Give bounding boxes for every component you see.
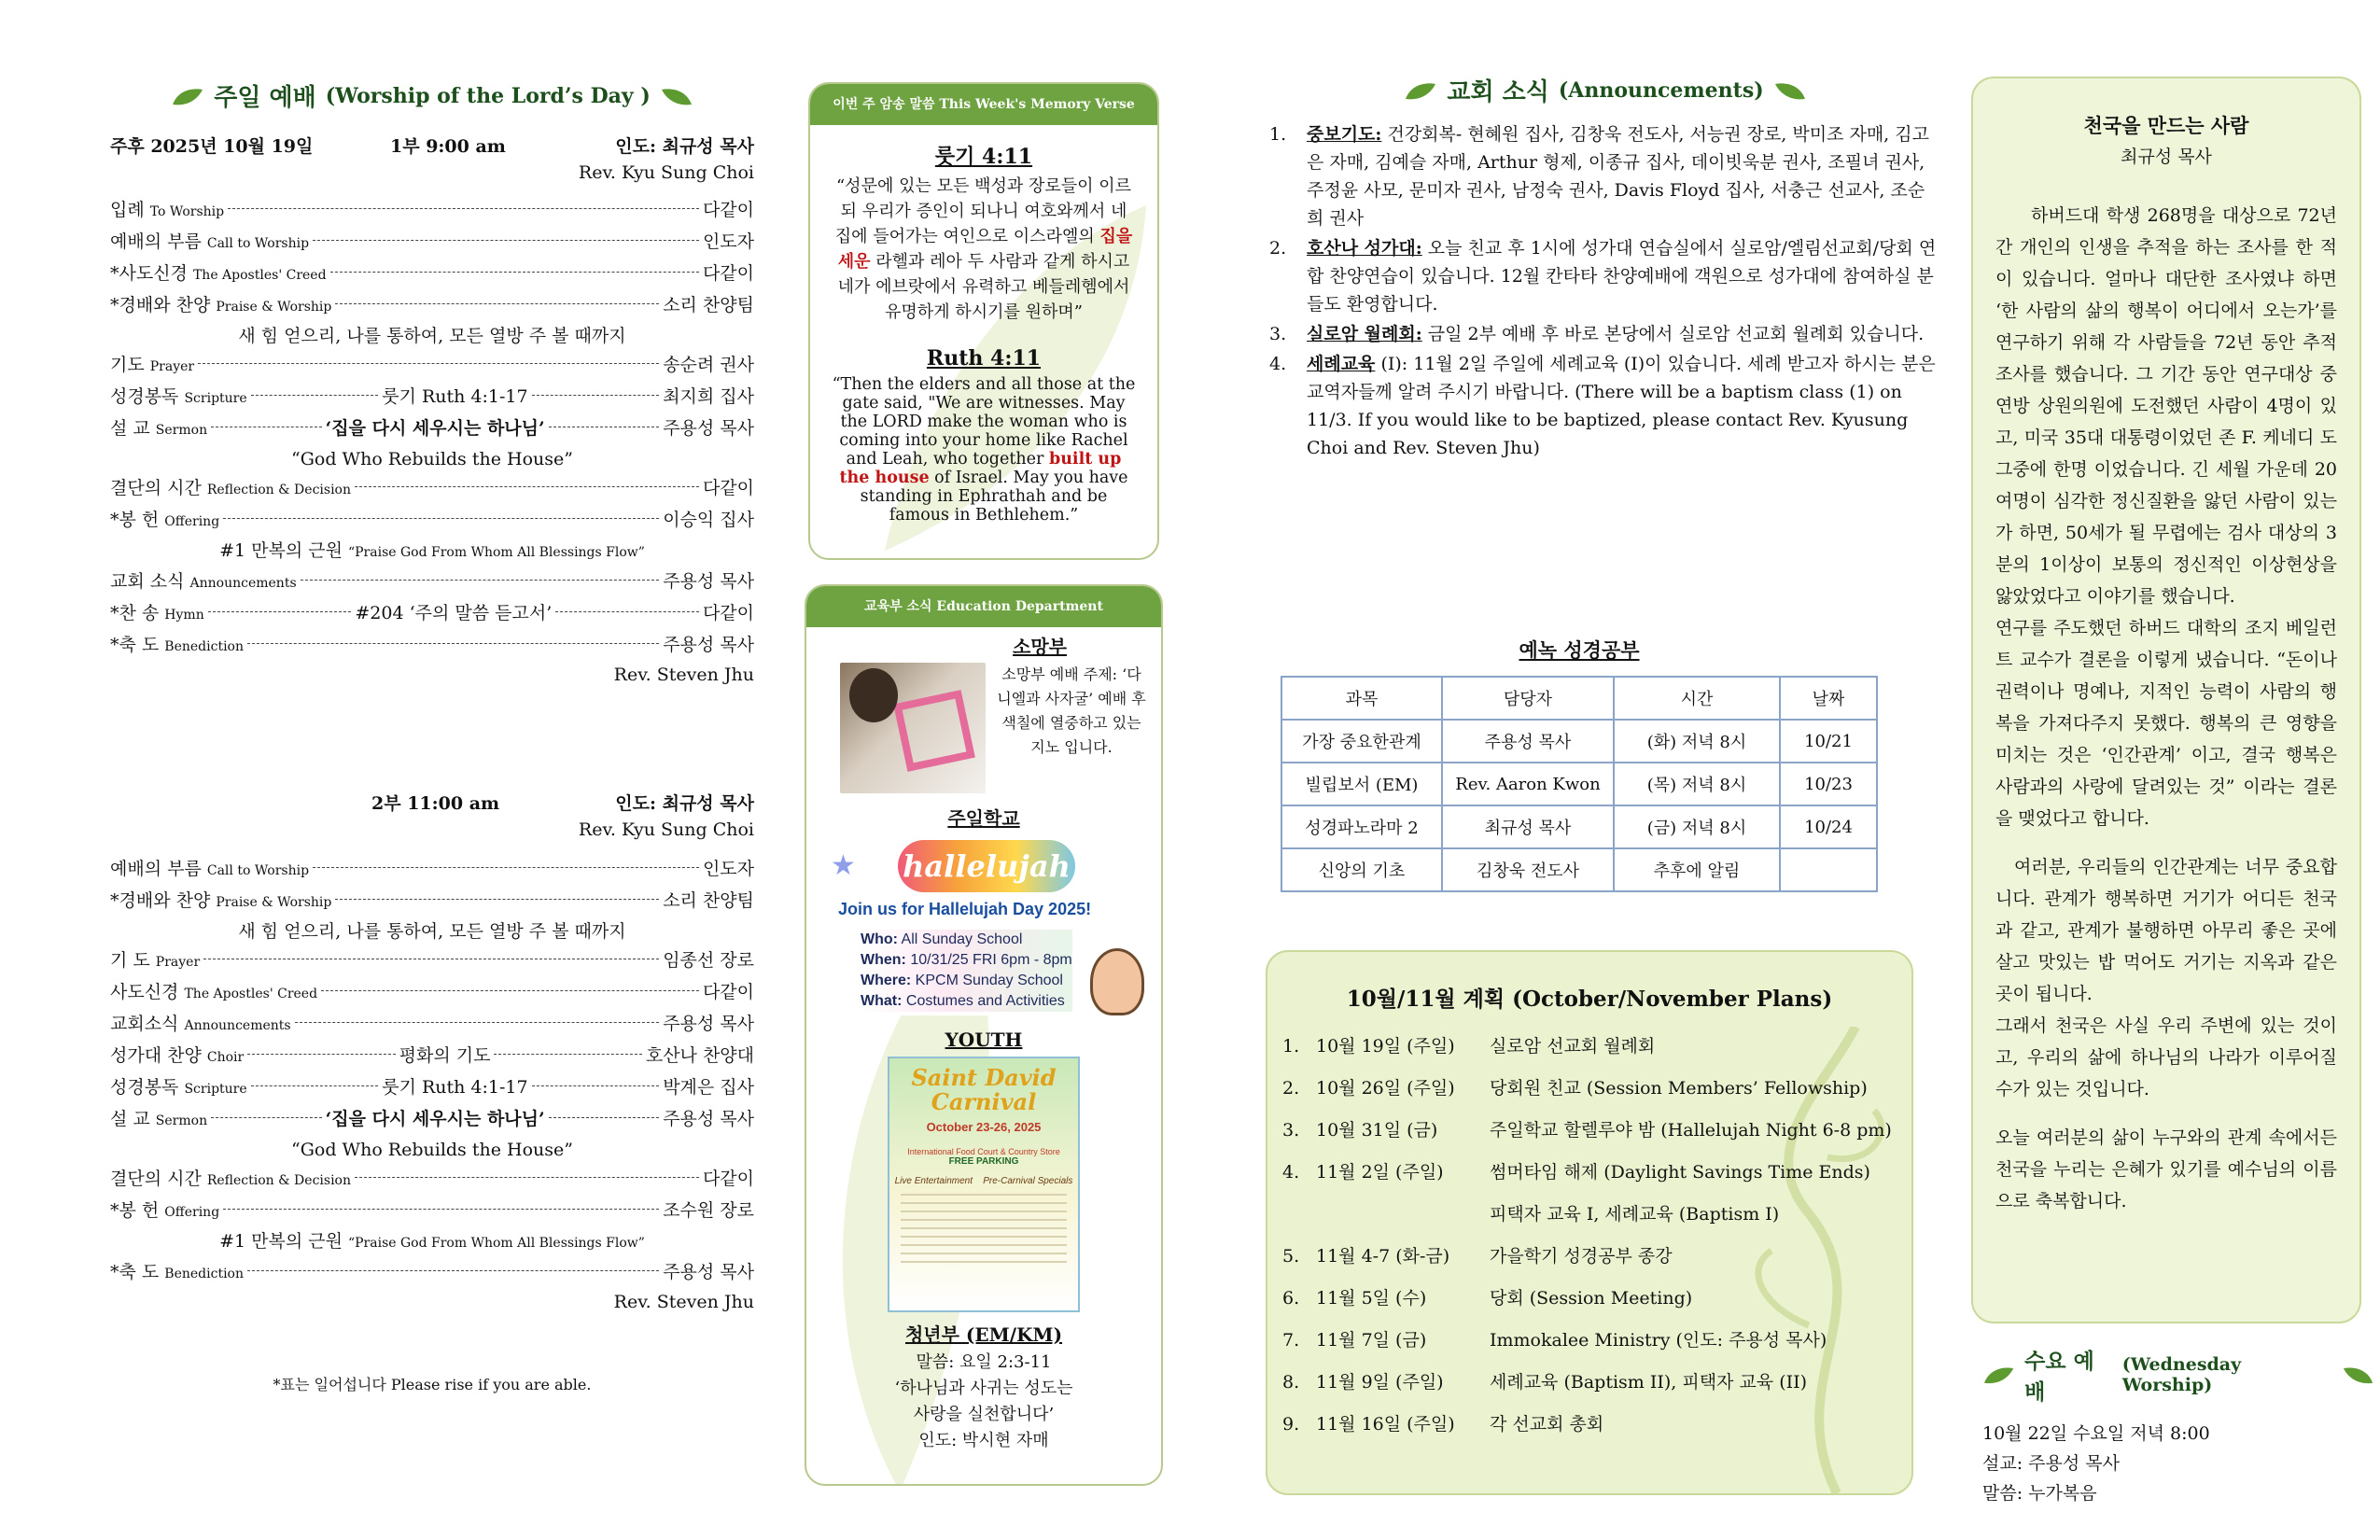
plan-date: 10월 31일 (금) bbox=[1316, 1120, 1438, 1141]
dash-leader bbox=[313, 240, 699, 241]
sunday-school-title: 주일학교 bbox=[947, 807, 1020, 830]
table-row bbox=[1281, 848, 1877, 891]
dash-leader bbox=[247, 643, 659, 644]
education-header: 교육부 소식 Education Department bbox=[806, 586, 1161, 627]
dash-leader bbox=[251, 395, 379, 396]
order-person: 주용성 목사 bbox=[663, 571, 754, 592]
order-label: 성가대 찬양 Choir bbox=[110, 1045, 245, 1066]
wednesday-time: 10월 22일 수요일 저녁 8:00 bbox=[1982, 1423, 2210, 1444]
plan-date: 11월 5일 (수) bbox=[1316, 1288, 1427, 1309]
dash-leader bbox=[247, 1054, 395, 1055]
essay-paragraph-1: 하버드대 학생 268명을 대상으로 72년간 개인의 인생을 추적을 하는 조사를 한 적이 있습니다. 얼마나 대단한 조사였냐 하면 ‘한 사람의 삶의 행복이 어디에서 오는가’를 연구하기 위해 각 사람들을 72년 동안 추적 조사를 했습니다. 그 기간 동안 연구대상 중 연방 상원의원에 도전했던 사람이 4명이 있고, 미국 35대 대통령이었던 존 F. 케네디 도 그중에 한명 이었습니다. 긴 세월 가운데 20 여명이 심각한 정신질환을 앓던 사람이 있는가 하면, 50세가 될 무렵에는 검사 대상의 3분의 1이상이 보통의 정신적인 이상현상을 앓았었다고 이야기를 했습니다. bbox=[1995, 205, 2337, 607]
plan-text: 가을학기 성경공부 종강 bbox=[1490, 1246, 1673, 1267]
table-header-cell: 날짜 bbox=[1780, 677, 1877, 720]
plan-item bbox=[1282, 1362, 1911, 1404]
table-cell: 김창욱 전도사 bbox=[1442, 848, 1614, 891]
second-service-order bbox=[110, 854, 754, 1315]
order-person: 주용성 목사 bbox=[663, 635, 754, 655]
leaf-icon bbox=[171, 86, 204, 106]
table-cell: 주용성 목사 bbox=[1442, 720, 1614, 763]
order-label: *봉 헌 Offering bbox=[110, 1200, 220, 1221]
announcement-text: 호산나 성가대: 오늘 친교 후 1시에 성가대 연습실에서 실로암/엘림선교회/당회 연합 찬양연습이 있습니다. 12월 칸타타 찬양예배에 객원으로 성가대에 참여하실 분들도 환영합니다. bbox=[1307, 238, 1937, 315]
order-row bbox=[110, 886, 754, 917]
order-person: 조수원 장로 bbox=[663, 1200, 754, 1221]
announcement-text: 세례교육 (I): 11월 2일 주일에 세례교육 (I)이 있습니다. 세례 받고자 하시는 분은 교역자들께 알려 주시기 바랍니다. (There will be a baptism class (1) on 11/3. If you would like to be baptized, please contact Rev. Kyusung Choi and Rev. Steven Jhu) bbox=[1307, 354, 1936, 458]
order-person: 인도자 bbox=[702, 231, 754, 252]
plan-text: 썸머타임 해제 (Daylight Savings Time Ends) bbox=[1490, 1162, 1870, 1183]
memory-verse-ko: “성문에 있는 모든 백성과 장로들이 이르되 우리가 증인이 되나니 여호와께서 네 집에 들어가는 여인으로 이스라엘의 집을 세운 라헬과 레아 두 사람과 같게 하시고 네가 에브랏에서 유력하고 베들레헴에서 유명하게 하시기를 원하며” bbox=[834, 176, 1133, 322]
essay-paragraph-3: 여러분, 우리들의 인간관계는 너무 중요합니다. 관계가 행복하면 거기가 어디든 천국과 같고, 관계가 불행하면 아무리 좋은 곳에 살고 맛있는 밥 먹어도 거기는 지옥과 같은 곳이 됩니다. bbox=[1995, 857, 2337, 1004]
sermon-title-en: “God Who Rebuilds the House” bbox=[291, 449, 573, 469]
bible-study-table bbox=[1281, 676, 1878, 892]
plan-item bbox=[1282, 1152, 1911, 1194]
second-service-header bbox=[110, 791, 754, 817]
worship-date: 주후 2025년 10월 19일 bbox=[110, 136, 314, 157]
table-cell: (화) 저녁 8시 bbox=[1614, 720, 1780, 763]
order-label: 입례 To Worship bbox=[110, 200, 225, 220]
order-detail: ‘집을 다시 세우시는 하나님’ bbox=[325, 418, 545, 439]
memory-verse-en: “Then the elders and all those at the gate said, "We are witnesses. May the LORD make the woman who is coming into your home like Rachel and Leah, who together built up the house of Israel. May you have standing in Ephrathah and be famous in Bethlehem.” bbox=[832, 375, 1136, 525]
plan-date: 11월 9일 (주일) bbox=[1316, 1372, 1444, 1393]
plans-box bbox=[1266, 950, 1913, 1495]
announcement-text: 중보기도: 건강회복- 현혜원 집사, 김창욱 전도사, 서능권 장로, 박미조 자매, 김고은 자매, 김예슬 자매, Arthur 형제, 이종규 집사, 데이빗욱분 권사, 조필녀 권사, 주정윤 사모, 문미자 권사, 남정숙 권사, Davis Floyd 집사, 서충근 선교사, 조순희 권사 bbox=[1307, 124, 1929, 229]
order-person: 다같이 bbox=[702, 263, 754, 284]
poster-food: International Food Court & Country Store bbox=[907, 1147, 1060, 1156]
announcement-text: 실로암 월례회: 금일 2부 예배 후 바로 본당에서 실로암 선교회 월례회 있습니다. bbox=[1307, 324, 1925, 344]
youth-title: YOUTH bbox=[945, 1029, 1023, 1051]
poster-live: Live Entertainment bbox=[894, 1176, 973, 1186]
order-person: 다같이 bbox=[702, 1169, 754, 1189]
plan-number: 6. bbox=[1282, 1288, 1300, 1309]
table-cell: (목) 저녁 8시 bbox=[1614, 763, 1780, 805]
plan-item bbox=[1282, 1068, 1911, 1110]
first-service-leader-en: Rev. Kyu Sung Choi bbox=[578, 162, 754, 183]
announcement-list bbox=[1269, 120, 1941, 462]
doxology: #1 만복의 근원 “Praise God From Whom All Blessings Flow” bbox=[219, 1231, 645, 1252]
order-row bbox=[110, 413, 754, 445]
dash-leader bbox=[313, 867, 699, 868]
table-row bbox=[1281, 763, 1877, 805]
plan-number: 4. bbox=[1282, 1162, 1300, 1183]
bible-study-title: 예녹 성경공부 bbox=[1519, 638, 1640, 662]
plan-text: 세례교육 (Baptism II), 피택자 교육 (II) bbox=[1490, 1372, 1808, 1393]
order-label: *경배와 찬양 Praise & Worship bbox=[110, 295, 332, 315]
dash-leader bbox=[494, 1054, 641, 1055]
order-row bbox=[110, 259, 754, 290]
essay-paragraph-4: 그래서 천국은 사실 우리 주변에 있는 것이고, 우리의 삶에 하나님의 나라가 이루어질 수가 있는 것입니다. bbox=[1995, 1015, 2337, 1099]
dash-leader bbox=[301, 580, 660, 581]
table-cell: 10/21 bbox=[1780, 720, 1877, 763]
young-adult-title: 청년부 (EM/KM) bbox=[904, 1323, 1063, 1346]
first-service-leader: 인도: 최규성 목사 bbox=[615, 136, 754, 157]
poster-parking: FREE PARKING bbox=[948, 1156, 1019, 1167]
memory-verse-header: 이번 주 암송 말씀 This Week's Memory Verse bbox=[810, 84, 1157, 125]
announcement-item bbox=[1269, 234, 1941, 318]
order-row bbox=[110, 630, 754, 662]
order-row bbox=[110, 290, 754, 322]
dash-leader bbox=[532, 395, 660, 396]
order-detail: 룻기 Ruth 4:1-17 bbox=[382, 386, 528, 407]
plan-item bbox=[1282, 1026, 1911, 1068]
announcement-number: 4. bbox=[1269, 354, 1287, 374]
wednesday-scripture: 말씀: 누가복음 bbox=[1982, 1483, 2097, 1504]
benediction-en: Rev. Steven Jhu bbox=[613, 1292, 754, 1312]
announcement-item bbox=[1269, 120, 1941, 232]
order-person: 박계은 집사 bbox=[663, 1077, 755, 1098]
order-row bbox=[110, 227, 754, 259]
plan-number bbox=[1282, 1194, 1316, 1236]
table-header-cell: 시간 bbox=[1614, 677, 1780, 720]
bible-study-section bbox=[1281, 635, 1878, 892]
benediction-en: Rev. Steven Jhu bbox=[613, 665, 754, 685]
cartoon-icon bbox=[1090, 948, 1144, 1015]
plan-number: 5. bbox=[1282, 1246, 1300, 1267]
table-cell: 신앙의 기초 bbox=[1281, 848, 1442, 891]
dash-leader bbox=[295, 1022, 660, 1023]
order-label: *축 도 Benediction bbox=[110, 1262, 245, 1282]
essay-author: 최규성 목사 bbox=[2121, 147, 2212, 167]
table-header-cell: 과목 bbox=[1281, 677, 1442, 720]
order-person: 주용성 목사 bbox=[663, 418, 754, 439]
dash-leader bbox=[211, 1117, 322, 1118]
flyer-details: Who: All Sunday School When: 10/31/25 FRI 6pm - 8pm Where: KPCM Sunday School What: Costumes and Activities bbox=[861, 930, 1072, 1012]
dash-leader bbox=[335, 303, 659, 304]
somang-title: 소망부 bbox=[1013, 636, 1067, 658]
order-label: 기 도 Prayer bbox=[110, 950, 201, 971]
first-service-order bbox=[110, 195, 754, 688]
poster-title: Saint David Carnival bbox=[911, 1064, 1057, 1115]
order-label: 설 교 Sermon bbox=[110, 1109, 208, 1129]
flyer-title: hallelujah bbox=[898, 840, 1075, 892]
order-label: *경배와 찬양 Praise & Worship bbox=[110, 890, 332, 911]
order-label: *축 도 Benediction bbox=[110, 635, 245, 655]
announcements-title: 교회 소식 (Announcements) bbox=[1269, 73, 1941, 107]
plan-date: 10월 26일 (주일) bbox=[1316, 1078, 1455, 1099]
table-cell: 성경파노라마 2 bbox=[1281, 805, 1442, 848]
dash-leader bbox=[549, 1117, 660, 1118]
order-label: 성경봉독 Scripture bbox=[110, 1077, 247, 1098]
order-label: 결단의 시간 Reflection & Decision bbox=[110, 1169, 351, 1189]
praise-songs: 새 힘 얻으리, 나를 통하여, 모든 열방 주 볼 때까지 bbox=[238, 326, 626, 346]
somang-text: 소망부 예배 주제: ‘다니엘과 사자굴’ 예배 후 색칠에 열중하고 있는 지노 입니다. bbox=[997, 665, 1146, 756]
order-label: 결단의 시간 Reflection & Decision bbox=[110, 478, 351, 498]
order-label: 교회 소식 Announcements bbox=[110, 571, 297, 592]
poster-pre: Pre-Carnival Specials bbox=[983, 1176, 1073, 1186]
plan-item bbox=[1282, 1320, 1911, 1362]
order-row bbox=[110, 598, 754, 630]
order-label: 예배의 부름 Call to Worship bbox=[110, 859, 310, 879]
order-person: 인도자 bbox=[702, 859, 754, 879]
education-box bbox=[805, 584, 1163, 1486]
order-label: *찬 송 Hymn bbox=[110, 603, 204, 623]
dash-leader bbox=[223, 518, 659, 519]
dash-leader bbox=[330, 272, 699, 273]
plan-date: 11월 7일 (금) bbox=[1316, 1330, 1427, 1351]
dash-leader bbox=[223, 1209, 659, 1210]
dash-leader bbox=[335, 899, 659, 900]
leaf-icon bbox=[1773, 80, 1807, 101]
poster-date: October 23-26, 2025 bbox=[926, 1120, 1042, 1134]
flyer-join: Join us for Hallelujah Day 2025! bbox=[838, 900, 1092, 918]
plan-text: 실로암 선교회 월례회 bbox=[1490, 1036, 1656, 1057]
plan-item bbox=[1282, 1110, 1911, 1152]
order-row bbox=[110, 945, 754, 977]
plan-text: 각 선교회 총회 bbox=[1490, 1414, 1604, 1435]
plan-item bbox=[1282, 1236, 1911, 1278]
table-cell: (금) 저녁 8시 bbox=[1614, 805, 1780, 848]
table-header-cell: 담당자 bbox=[1442, 677, 1614, 720]
order-row bbox=[110, 382, 754, 413]
dash-leader bbox=[198, 363, 659, 364]
announcement-item bbox=[1269, 320, 1941, 348]
plan-date: 11월 16일 (주일) bbox=[1316, 1414, 1455, 1435]
memory-ref-en: Ruth 4:11 bbox=[926, 346, 1042, 371]
table-cell: 10/23 bbox=[1780, 763, 1877, 805]
plan-number: 7. bbox=[1282, 1330, 1300, 1351]
memory-ref-ko: 룻기 4:11 bbox=[934, 145, 1033, 169]
essay-box bbox=[1971, 77, 2361, 1323]
dash-leader bbox=[532, 1085, 660, 1086]
table-cell bbox=[1780, 848, 1877, 891]
plan-date: 11월 2일 (주일) bbox=[1316, 1162, 1444, 1183]
table-cell: 가장 중요한관계 bbox=[1281, 720, 1442, 763]
order-label: 설 교 Sermon bbox=[110, 418, 208, 439]
plans-title: 10월/11월 계획 (October/November Plans) bbox=[1346, 987, 1833, 1012]
table-row bbox=[1281, 720, 1877, 763]
table-cell: 최규성 목사 bbox=[1442, 805, 1614, 848]
order-label: 기도 Prayer bbox=[110, 355, 195, 375]
order-label: 예배의 부름 Call to Worship bbox=[110, 231, 310, 252]
table-cell: 10/24 bbox=[1780, 805, 1877, 848]
announcement-number: 3. bbox=[1269, 324, 1287, 344]
essay-paragraph-2: 연구를 주도했던 하버드 대학의 조지 베일런트 교수가 결론을 이렇게 냈습니다. “돈이나 권력이나 명예나, 지적인 능력이 사람의 행복을 가져다주지 못했다. 행복의 큰 영향을 미치는 것은 ‘인간관계’ 이고, 결국 행복은 사람과의 사랑에 달려있는 것” 이라는 결론을 맺었다고 합니다. bbox=[1995, 618, 2337, 829]
dash-leader bbox=[355, 1177, 699, 1178]
plan-date: 11월 4-7 (화-금) bbox=[1316, 1246, 1450, 1267]
plan-number: 2. bbox=[1282, 1078, 1300, 1099]
memory-verse-box bbox=[808, 82, 1159, 560]
essay-paragraph-5: 오늘 여러분의 삶이 누구와의 관계 속에서든 천국을 누리는 은혜가 있기를 예수님의 이름으로 축복합니다. bbox=[1995, 1127, 2337, 1211]
table-cell: 추후에 알림 bbox=[1614, 848, 1780, 891]
order-row bbox=[110, 1009, 754, 1041]
dash-leader bbox=[251, 1085, 379, 1086]
young-adult-text: 말씀: 요일 2:3-11 ‘하나님과 사귀는 성도는 사랑을 실천합니다’ 인도: 박시현 자매 bbox=[894, 1352, 1073, 1450]
wednesday-section bbox=[1982, 1344, 2374, 1508]
wednesday-preacher: 설교: 주용성 목사 bbox=[1982, 1453, 2120, 1474]
order-row bbox=[110, 567, 754, 598]
essay-title: 천국을 만드는 사람 bbox=[2083, 114, 2249, 137]
plan-number: 9. bbox=[1282, 1414, 1300, 1435]
order-detail: 평화의 기도 bbox=[399, 1045, 491, 1066]
order-row bbox=[110, 505, 754, 537]
order-row bbox=[110, 1164, 754, 1196]
first-service-time: 1부 9:00 am bbox=[390, 136, 506, 157]
plan-date: 10월 19일 (주일) bbox=[1316, 1036, 1455, 1057]
order-person: 송순려 권사 bbox=[663, 355, 754, 375]
order-row bbox=[110, 977, 754, 1009]
order-person: 이승익 집사 bbox=[663, 510, 754, 530]
dash-leader bbox=[208, 611, 352, 612]
leaf-icon bbox=[1404, 80, 1437, 101]
order-row bbox=[110, 1104, 754, 1136]
table-cell: Rev. Aaron Kwon bbox=[1442, 763, 1614, 805]
second-service-leader-en: Rev. Kyu Sung Choi bbox=[578, 819, 754, 840]
plan-number: 8. bbox=[1282, 1372, 1300, 1393]
order-row bbox=[110, 1041, 754, 1072]
order-person: 소리 찬양팀 bbox=[663, 295, 754, 315]
plan-item bbox=[1282, 1404, 1911, 1446]
leaf-icon bbox=[1982, 1365, 2015, 1385]
order-row bbox=[110, 473, 754, 505]
plan-text: 주일학교 할렐루야 밤 (Hallelujah Night 6-8 pm) bbox=[1490, 1120, 1892, 1141]
order-detail: ‘집을 다시 세우시는 하나님’ bbox=[325, 1109, 545, 1129]
order-person: 다같이 bbox=[702, 982, 754, 1002]
worship-column bbox=[110, 0, 754, 1399]
doxology: #1 만복의 근원 “Praise God From Whom All Blessings Flow” bbox=[219, 540, 645, 561]
dash-leader bbox=[247, 1270, 659, 1271]
order-label: 성경봉독 Scripture bbox=[110, 386, 247, 407]
worship-title: 주일 예배 (Worship of the Lord’s Day ) bbox=[110, 78, 754, 113]
second-service-time: 2부 11:00 am bbox=[371, 793, 500, 814]
order-label: 교회소식 Announcements bbox=[110, 1014, 291, 1034]
order-person: 임종선 장로 bbox=[663, 950, 754, 971]
plan-item bbox=[1282, 1194, 1911, 1236]
plan-number: 3. bbox=[1282, 1120, 1300, 1141]
plan-text: 피택자 교육 I, 세례교육 (Baptism I) bbox=[1490, 1204, 1780, 1225]
order-row bbox=[110, 350, 754, 382]
announcement-number: 1. bbox=[1269, 124, 1287, 145]
dash-leader bbox=[555, 611, 699, 612]
praise-songs: 새 힘 얻으리, 나를 통하여, 모든 열방 주 볼 때까지 bbox=[238, 921, 626, 942]
hallelujah-flyer bbox=[819, 838, 1148, 1015]
order-person: 소리 찬양팀 bbox=[663, 890, 754, 911]
plan-number: 1. bbox=[1282, 1036, 1300, 1057]
somang-photo bbox=[840, 663, 986, 793]
order-person: 주용성 목사 bbox=[663, 1014, 754, 1034]
announcement-item bbox=[1269, 350, 1941, 462]
sermon-title-en: “God Who Rebuilds the House” bbox=[291, 1140, 573, 1160]
order-row bbox=[110, 1196, 754, 1227]
plan-text: Immokalee Ministry (인도: 주용성 목사) bbox=[1490, 1330, 1827, 1351]
table-cell: 빌립보서 (EM) bbox=[1281, 763, 1442, 805]
second-service-leader: 인도: 최규성 목사 bbox=[615, 793, 754, 814]
plans-list bbox=[1282, 1026, 1911, 1446]
order-detail: #204 ‘주의 말씀 듣고서’ bbox=[355, 603, 553, 623]
order-detail: 룻기 Ruth 4:1-17 bbox=[382, 1077, 528, 1098]
leaf-icon bbox=[660, 86, 693, 106]
star-icon: ★ bbox=[831, 849, 856, 882]
order-label: 사도신경 The Apostles' Creed bbox=[110, 982, 318, 1002]
table-row bbox=[1281, 805, 1877, 848]
order-person: 다같이 bbox=[702, 200, 754, 220]
plan-text: 당회 (Session Meeting) bbox=[1490, 1288, 1693, 1309]
order-person: 주용성 목사 bbox=[663, 1109, 754, 1129]
order-person: 주용성 목사 bbox=[663, 1262, 754, 1282]
plan-item bbox=[1282, 1278, 1911, 1320]
order-person: 다같이 bbox=[702, 603, 754, 623]
dash-leader bbox=[355, 486, 699, 487]
carnival-poster bbox=[888, 1057, 1080, 1312]
order-person: 호산나 찬양대 bbox=[645, 1045, 755, 1066]
order-person: 다같이 bbox=[702, 478, 754, 498]
announcements-column bbox=[1269, 0, 1941, 464]
dash-leader bbox=[228, 208, 699, 209]
order-person: 최지희 집사 bbox=[663, 386, 755, 407]
table-header-row bbox=[1281, 677, 1877, 720]
leaf-icon bbox=[2342, 1365, 2374, 1385]
order-row bbox=[110, 1257, 754, 1289]
order-label: *사도신경 The Apostles' Creed bbox=[110, 263, 327, 284]
order-label: *봉 헌 Offering bbox=[110, 510, 220, 530]
wednesday-title: 수요 예배 (Wednesday Worship) bbox=[1982, 1344, 2374, 1406]
order-row bbox=[110, 854, 754, 886]
worship-header bbox=[110, 133, 754, 160]
plan-date bbox=[1316, 1194, 1490, 1236]
dash-leader bbox=[321, 990, 699, 991]
plan-text: 당회원 친교 (Session Members’ Fellowship) bbox=[1490, 1078, 1868, 1099]
rise-note: *표는 일어섭니다 Please rise if you are able. bbox=[273, 1376, 592, 1393]
order-row bbox=[110, 195, 754, 227]
order-row bbox=[110, 1072, 754, 1104]
announcement-number: 2. bbox=[1269, 238, 1287, 259]
